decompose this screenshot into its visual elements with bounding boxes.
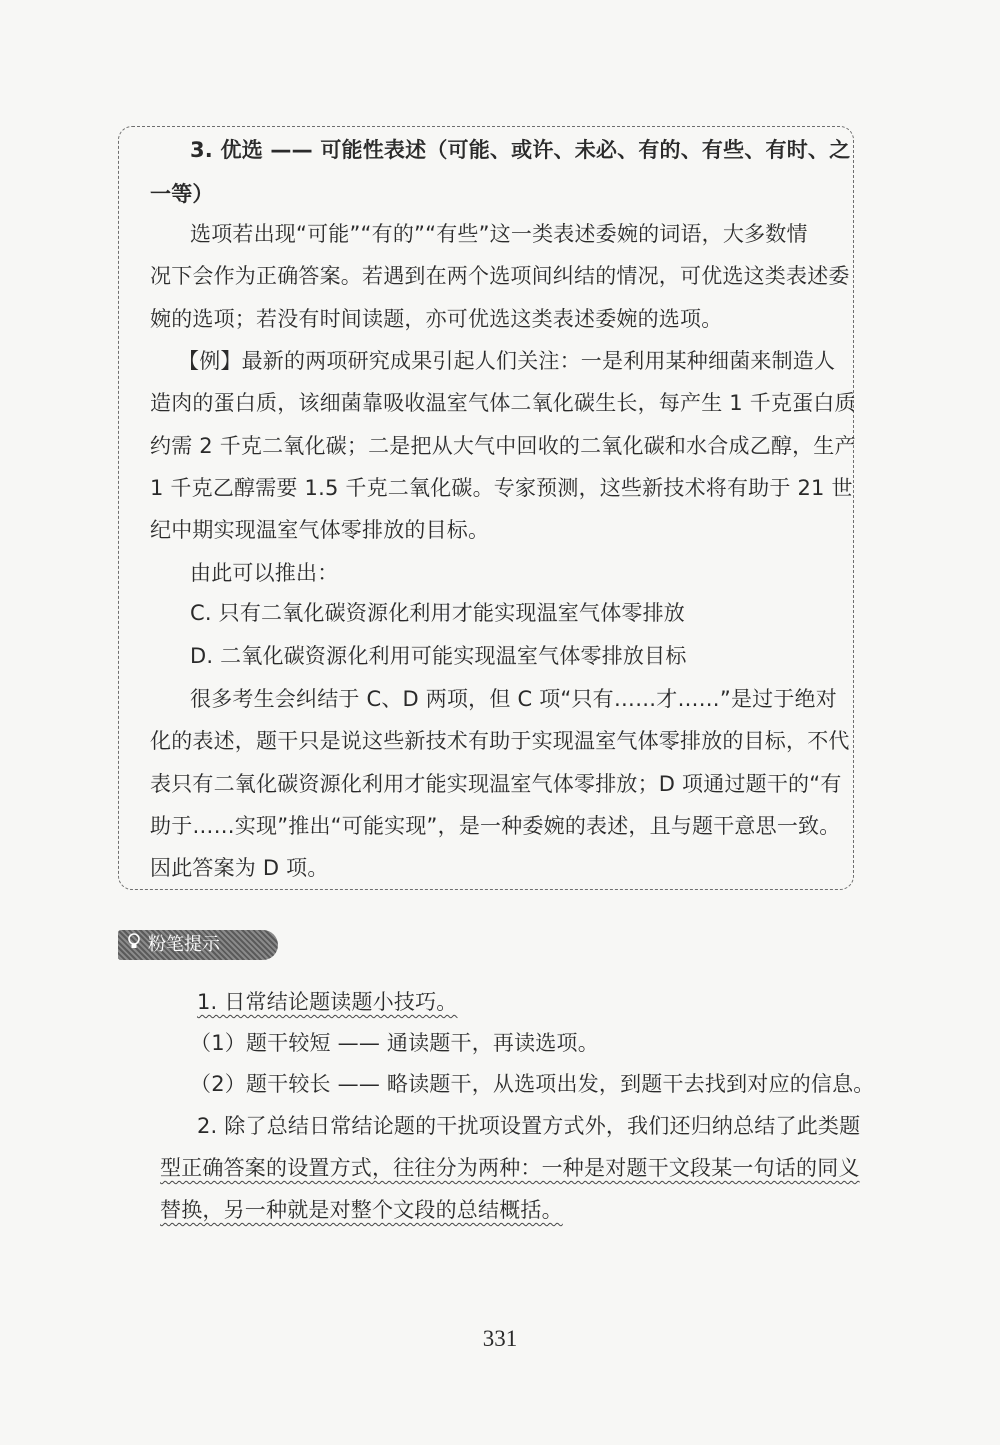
para-line: 选项若出现“可能”“有的”“有些”这一类表述委婉的词语，大多数情 bbox=[190, 222, 808, 246]
section-heading-line-2: 一等） bbox=[150, 182, 214, 206]
analysis-line: 化的表述，题干只是说这些新技术有助于实现温室气体零排放的目标，不代 bbox=[150, 729, 850, 753]
option-c: C. 只有二氧化碳资源化利用才能实现温室气体零排放 bbox=[190, 601, 686, 625]
analysis-line: 表只有二氧化碳资源化利用才能实现温室气体零排放；D 项通过题干的“有 bbox=[150, 772, 842, 796]
option-d: D. 二氧化碳资源化利用可能实现温室气体零排放目标 bbox=[190, 644, 687, 668]
page-number: 331 bbox=[482, 1326, 518, 1351]
para-line: 婉的选项；若没有时间读题，亦可优选这类表述委婉的选项。 bbox=[150, 307, 723, 331]
para-line: 况下会作为正确答案。若遇到在两个选项间纠结的情况，可优选这类表述委 bbox=[150, 264, 850, 288]
example-line: 1 千克乙醇需要 1.5 千克二氧化碳。专家预测，这些新技术将有助于 21 世 bbox=[150, 476, 853, 500]
section-heading-line-1: 3. 优选 —— 可能性表述（可能、或许、未必、有的、有些、有时、之 bbox=[190, 138, 851, 162]
tip-item-1: 1. 日常结论题读题小技巧。 bbox=[197, 990, 458, 1014]
example-line: 【例】最新的两项研究成果引起人们关注：一是利用某种细菌来制造人 bbox=[178, 349, 836, 373]
lightbulb-icon bbox=[126, 930, 142, 960]
tip-item-1-sub-2: （2）题干较长 —— 略读题干，从选项出发，到题干去找到对应的信息。 bbox=[190, 1072, 875, 1096]
tip-item-1-sub-1: （1）题干较短 —— 通读题干，再读选项。 bbox=[190, 1031, 599, 1055]
tip-item-2-line: 型正确答案的设置方式，往往分为两种：一种是对题干文段某一句话的同义 bbox=[160, 1156, 860, 1180]
example-line: 约需 2 千克二氧化碳；二是把从大气中回收的二氧化碳和水合成乙醇，生产 bbox=[150, 434, 856, 458]
tip-item-2-line: 替换，另一种就是对整个文段的总结概括。 bbox=[160, 1198, 563, 1222]
analysis-line: 因此答案为 D 项。 bbox=[150, 856, 329, 880]
tips-badge-label: 粉笔提示 bbox=[148, 934, 220, 955]
analysis-line: 助于……实现”推出“可能实现”，是一种委婉的表述，且与题干意思一致。 bbox=[150, 814, 841, 838]
example-line: 造肉的蛋白质，该细菌靠吸收温室气体二氧化碳生长，每产生 1 千克蛋白质 bbox=[150, 391, 856, 415]
question-stem: 由此可以推出： bbox=[190, 561, 339, 585]
tips-badge bbox=[118, 930, 278, 960]
analysis-line: 很多考生会纠结于 C、D 两项，但 C 项“只有……才……”是过于绝对 bbox=[190, 687, 837, 711]
example-line: 纪中期实现温室气体零排放的目标。 bbox=[150, 518, 490, 542]
tip-item-2-line: 2. 除了总结日常结论题的干扰项设置方式外，我们还归纳总结了此类题 bbox=[197, 1114, 861, 1138]
